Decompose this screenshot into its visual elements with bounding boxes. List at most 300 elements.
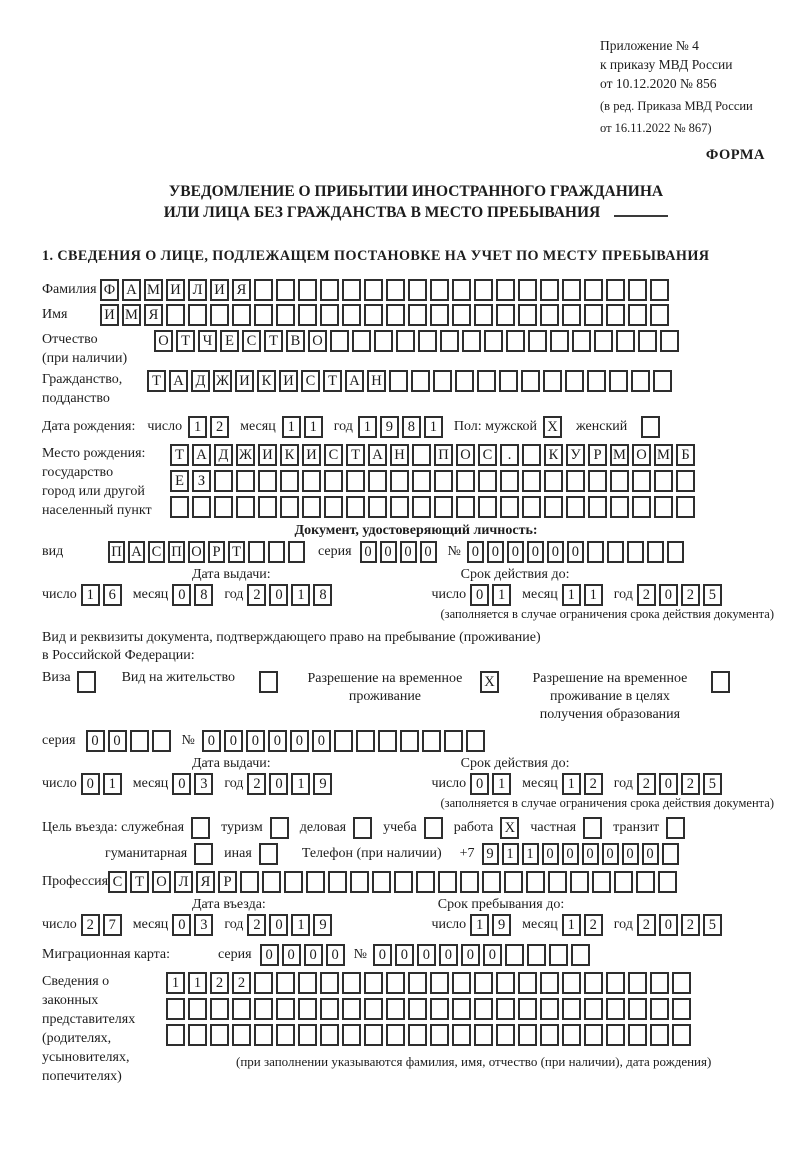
purpose-business-label: деловая: [299, 820, 347, 835]
char-cell: 0: [542, 843, 559, 865]
day-label: число: [431, 917, 467, 932]
char-cell: 0: [304, 944, 323, 966]
char-cell: 0: [81, 773, 100, 795]
char-cell: [342, 972, 361, 994]
char-cell: [210, 998, 229, 1020]
char-cell: 0: [395, 944, 414, 966]
char-cell: 2: [584, 914, 603, 936]
char-cell: [210, 304, 229, 326]
char-cell: [430, 972, 449, 994]
month-label: месяц: [522, 587, 558, 602]
char-cell: [452, 279, 471, 301]
char-cell: [408, 1024, 427, 1046]
char-cell: [566, 496, 585, 518]
char-cell: 9: [482, 843, 499, 865]
char-cell: [284, 871, 303, 893]
birth-place-label-line: государство: [42, 465, 114, 480]
char-cell: Ж: [213, 370, 232, 392]
char-cell: 0: [290, 730, 309, 752]
char-cell: [660, 330, 679, 352]
char-cell: [632, 496, 651, 518]
id-doc-series-cells: [360, 541, 440, 563]
char-cell: [456, 496, 475, 518]
purpose-humanitarian-label: гуманитарная: [105, 846, 188, 861]
char-cell: [628, 972, 647, 994]
purpose-official-label: Цель въезда: служебная: [42, 820, 185, 835]
char-cell: [504, 871, 523, 893]
char-cell: [302, 496, 321, 518]
section1-header: 1. СВЕДЕНИЯ О ЛИЦЕ, ПОДЛЕЖАЩЕМ ПОСТАНОВКЕ НА УЧЕТ ПО МЕСТУ ПРЕБЫВАНИЯ: [42, 248, 710, 264]
entry-day-cells: [81, 914, 125, 936]
char-cell: [258, 470, 277, 492]
char-cell: [418, 330, 437, 352]
char-cell: О: [308, 330, 327, 352]
char-cell: 2: [681, 914, 700, 936]
char-cell: [236, 496, 255, 518]
char-cell: [650, 972, 669, 994]
char-cell: Т: [147, 370, 166, 392]
char-cell: [232, 1024, 251, 1046]
char-cell: [412, 444, 431, 466]
month-label: месяц: [132, 776, 169, 791]
char-cell: [350, 871, 369, 893]
birth-day-cells: [188, 416, 232, 438]
char-cell: И: [166, 279, 185, 301]
char-cell: [607, 541, 624, 563]
char-cell: Т: [170, 444, 189, 466]
id-doc-kind-cells: [108, 541, 308, 563]
char-cell: [258, 496, 277, 518]
char-cell: [320, 279, 339, 301]
char-cell: [416, 871, 435, 893]
residence-issue-month-cells: [172, 773, 216, 795]
char-cell: [364, 304, 383, 326]
year-label: год: [613, 917, 633, 932]
char-cell: 0: [326, 944, 345, 966]
char-cell: [214, 496, 233, 518]
char-cell: [672, 972, 691, 994]
char-cell: Т: [346, 444, 365, 466]
residence-doc-types-row: [42, 670, 790, 724]
char-cell: 8: [313, 584, 332, 606]
char-cell: [452, 998, 471, 1020]
char-cell: [628, 304, 647, 326]
char-cell: [452, 304, 471, 326]
purpose-transit-label: транзит: [613, 820, 660, 835]
char-cell: 0: [360, 541, 377, 563]
char-cell: [522, 470, 541, 492]
char-cell: [587, 370, 606, 392]
char-cell: [408, 304, 427, 326]
char-cell: 0: [420, 541, 437, 563]
char-cell: Я: [196, 871, 215, 893]
char-cell: [527, 944, 546, 966]
birth-place-label-line: Место рождения:: [42, 446, 146, 461]
char-cell: [254, 972, 273, 994]
sex-female-label: женский: [576, 419, 628, 434]
char-cell: [276, 972, 295, 994]
char-cell: [320, 972, 339, 994]
appendix-line: к приказу МВД России: [600, 57, 733, 72]
issue-date-header: Дата выдачи:: [192, 567, 271, 582]
char-cell: [430, 279, 449, 301]
char-cell: 0: [400, 541, 417, 563]
char-cell: [588, 496, 607, 518]
char-cell: [460, 871, 479, 893]
char-cell: 0: [659, 584, 678, 606]
form-title: [42, 181, 790, 223]
migration-card-number-cells: [373, 944, 593, 966]
validity-note: (заполняется в случае ограничения срока действия документа): [440, 796, 774, 810]
char-cell: 2: [681, 584, 700, 606]
char-cell: А: [368, 444, 387, 466]
char-cell: 0: [108, 730, 127, 752]
char-cell: [636, 871, 655, 893]
entry-date-headers: [42, 897, 790, 913]
char-cell: [276, 279, 295, 301]
char-cell: 9: [492, 914, 511, 936]
char-cell: [394, 871, 413, 893]
purpose-study-label: учеба: [383, 820, 417, 835]
char-cell: [540, 1024, 559, 1046]
char-cell: 1: [584, 584, 603, 606]
char-cell: 0: [562, 843, 579, 865]
appendix-reference: [600, 36, 772, 137]
char-cell: 1: [522, 843, 539, 865]
char-cell: А: [122, 279, 141, 301]
char-cell: 2: [637, 773, 656, 795]
number-sign: №: [353, 947, 367, 962]
char-cell: К: [257, 370, 276, 392]
residence-doc-intro-line1: Вид и реквизиты документа, подтверждающего право на пребывание (проживание): [42, 630, 541, 645]
char-cell: 1: [166, 972, 185, 994]
char-cell: 1: [424, 416, 443, 438]
char-cell: 0: [269, 584, 288, 606]
char-cell: 0: [642, 843, 659, 865]
char-cell: З: [192, 470, 211, 492]
char-cell: [390, 496, 409, 518]
char-cell: 2: [584, 773, 603, 795]
char-cell: [346, 470, 365, 492]
purpose-private-checkbox: [583, 817, 602, 839]
char-cell: 1: [562, 773, 581, 795]
char-cell: [654, 496, 673, 518]
char-cell: Е: [220, 330, 239, 352]
char-cell: К: [280, 444, 299, 466]
char-cell: [526, 871, 545, 893]
char-cell: 2: [210, 972, 229, 994]
char-cell: 0: [487, 541, 504, 563]
char-cell: [549, 944, 568, 966]
char-cell: [587, 541, 604, 563]
char-cell: [496, 304, 515, 326]
number-sign: №: [447, 544, 461, 559]
char-cell: [192, 496, 211, 518]
series-label: серия: [218, 947, 252, 962]
citizenship-label-line: подданство: [42, 391, 110, 406]
char-cell: [320, 304, 339, 326]
char-cell: [518, 972, 537, 994]
char-cell: Ж: [236, 444, 255, 466]
char-cell: Т: [228, 541, 245, 563]
char-cell: 5: [703, 584, 722, 606]
year-label: год: [333, 419, 353, 434]
residence-series-cells: [86, 730, 174, 752]
phone-prefix: +7: [459, 846, 475, 861]
char-cell: К: [544, 444, 563, 466]
entry-date-group: [42, 914, 335, 936]
day-label: число: [431, 587, 467, 602]
char-cell: 3: [194, 773, 213, 795]
char-cell: [386, 998, 405, 1020]
char-cell: [594, 330, 613, 352]
stay-year-cells: [637, 914, 725, 936]
char-cell: [650, 1024, 669, 1046]
char-cell: 0: [567, 541, 584, 563]
birth-place-cells: [170, 444, 698, 518]
purpose-other-checkbox: [259, 843, 278, 865]
char-cell: Р: [208, 541, 225, 563]
char-cell: [650, 998, 669, 1020]
char-cell: [214, 470, 233, 492]
char-cell: Т: [176, 330, 195, 352]
stay-day-cells: [470, 914, 514, 936]
char-cell: 1: [492, 584, 511, 606]
sex-female-checkbox: [641, 416, 660, 438]
char-cell: [368, 470, 387, 492]
char-cell: [188, 304, 207, 326]
char-cell: 9: [313, 773, 332, 795]
char-cell: 0: [547, 541, 564, 563]
patronymic-label: [42, 330, 154, 368]
char-cell: [434, 470, 453, 492]
appendix-amendment-line: (в ред. Приказа МВД России: [600, 99, 753, 113]
char-cell: [268, 541, 285, 563]
char-cell: [298, 304, 317, 326]
char-cell: [372, 871, 391, 893]
id-issue-year-cells: [247, 584, 335, 606]
char-cell: А: [345, 370, 364, 392]
char-cell: И: [302, 444, 321, 466]
char-cell: Ч: [198, 330, 217, 352]
char-cell: 2: [637, 584, 656, 606]
char-cell: [298, 972, 317, 994]
representatives-row2-cells: [166, 998, 711, 1020]
char-cell: [628, 279, 647, 301]
char-cell: С: [478, 444, 497, 466]
char-cell: Д: [214, 444, 233, 466]
residence-valid-year-cells: [637, 773, 725, 795]
char-cell: [456, 470, 475, 492]
residence-issue-year-cells: [247, 773, 335, 795]
char-cell: [650, 279, 669, 301]
char-cell: [566, 470, 585, 492]
char-cell: [474, 304, 493, 326]
char-cell: У: [566, 444, 585, 466]
char-cell: [440, 330, 459, 352]
char-cell: [302, 470, 321, 492]
birth-place-row1-cells: [170, 444, 698, 466]
form-title-line1: УВЕДОМЛЕНИЕ О ПРИБЫТИИ ИНОСТРАННОГО ГРАЖДАНИНА: [168, 183, 664, 200]
surname-cells: [100, 279, 672, 301]
char-cell: [518, 279, 537, 301]
char-cell: [540, 998, 559, 1020]
valid-until-header: Срок действия до:: [460, 756, 570, 771]
char-cell: 0: [246, 730, 265, 752]
char-cell: [550, 330, 569, 352]
char-cell: С: [108, 871, 127, 893]
char-cell: [236, 470, 255, 492]
char-cell: [364, 998, 383, 1020]
char-cell: М: [654, 444, 673, 466]
citizenship-label-line: Гражданство,: [42, 372, 123, 387]
char-cell: [342, 1024, 361, 1046]
char-cell: 0: [373, 944, 392, 966]
id-valid-month-cells: [562, 584, 606, 606]
year-label: год: [224, 917, 244, 932]
char-cell: [482, 871, 501, 893]
char-cell: [610, 496, 629, 518]
char-cell: [606, 1024, 625, 1046]
stay-until-header: Срок пребывания до:: [437, 897, 565, 912]
char-cell: 1: [282, 416, 301, 438]
char-cell: 6: [103, 584, 122, 606]
sex-male-checkbox: X: [543, 416, 562, 438]
temp-residence-permit-label: Разрешение на временное проживание: [307, 671, 463, 704]
char-cell: [462, 330, 481, 352]
char-cell: 0: [282, 944, 301, 966]
char-cell: 0: [86, 730, 105, 752]
char-cell: [330, 330, 349, 352]
char-cell: 0: [260, 944, 279, 966]
year-label: год: [613, 776, 633, 791]
char-cell: [364, 279, 383, 301]
char-cell: 1: [562, 914, 581, 936]
char-cell: Я: [144, 304, 163, 326]
char-cell: [584, 998, 603, 1020]
char-cell: 0: [622, 843, 639, 865]
char-cell: [328, 871, 347, 893]
char-cell: С: [324, 444, 343, 466]
char-cell: [324, 496, 343, 518]
char-cell: Т: [323, 370, 342, 392]
char-cell: [288, 541, 305, 563]
char-cell: Р: [588, 444, 607, 466]
char-cell: 0: [582, 843, 599, 865]
char-cell: [632, 470, 651, 492]
char-cell: [452, 1024, 471, 1046]
char-cell: [584, 972, 603, 994]
char-cell: [188, 1024, 207, 1046]
char-cell: И: [279, 370, 298, 392]
char-cell: [342, 998, 361, 1020]
id-valid-until-group: [431, 584, 724, 606]
char-cell: 8: [194, 584, 213, 606]
char-cell: 2: [210, 416, 229, 438]
id-doc-date-headers: [42, 567, 790, 583]
birth-place-label: [42, 444, 170, 520]
purpose-work-checkbox: X: [500, 817, 519, 839]
residence-permit-checkbox: [259, 671, 278, 693]
migration-card-row: [42, 944, 790, 966]
birth-date-label: Дата рождения:: [42, 419, 136, 434]
issue-date-header: Дата выдачи:: [192, 756, 271, 771]
char-cell: [616, 330, 635, 352]
char-cell: [658, 871, 677, 893]
entry-month-cells: [172, 914, 216, 936]
year-label: год: [224, 776, 244, 791]
char-cell: [570, 871, 589, 893]
char-cell: [298, 1024, 317, 1046]
birth-month-cells: [282, 416, 326, 438]
char-cell: [474, 972, 493, 994]
char-cell: [484, 330, 503, 352]
birth-place-block: [42, 444, 790, 520]
phone-label: Телефон (при наличии): [301, 846, 442, 861]
char-cell: 1: [562, 584, 581, 606]
given-name-cells: [100, 304, 672, 326]
char-cell: [518, 998, 537, 1020]
char-cell: [500, 470, 519, 492]
char-cell: 0: [417, 944, 436, 966]
char-cell: Л: [174, 871, 193, 893]
char-cell: [306, 871, 325, 893]
day-label: число: [42, 587, 77, 602]
char-cell: 2: [247, 584, 266, 606]
char-cell: Л: [188, 279, 207, 301]
residence-valid-month-cells: [562, 773, 606, 795]
char-cell: [280, 496, 299, 518]
char-cell: Т: [264, 330, 283, 352]
char-cell: А: [192, 444, 211, 466]
stay-month-cells: [562, 914, 606, 936]
year-label: год: [224, 587, 244, 602]
char-cell: 0: [380, 541, 397, 563]
char-cell: [499, 370, 518, 392]
char-cell: [342, 304, 361, 326]
char-cell: 0: [470, 584, 489, 606]
char-cell: 2: [637, 914, 656, 936]
purpose-study-checkbox: [424, 817, 443, 839]
char-cell: [606, 304, 625, 326]
birth-place-label-line: населенный пункт: [42, 503, 152, 518]
id-issue-date-group: [42, 584, 335, 606]
profession-label: Профессия: [42, 874, 109, 889]
char-cell: [496, 972, 515, 994]
char-cell: Е: [170, 470, 189, 492]
char-cell: [411, 370, 430, 392]
representatives-row3-cells: [166, 1024, 711, 1046]
char-cell: [210, 1024, 229, 1046]
char-cell: [562, 279, 581, 301]
representatives-label-line: законных: [42, 993, 99, 1008]
char-cell: [386, 279, 405, 301]
char-cell: Т: [130, 871, 149, 893]
char-cell: 7: [103, 914, 122, 936]
stay-until-group: [431, 914, 724, 936]
char-cell: 1: [291, 914, 310, 936]
profession-row: [42, 871, 790, 893]
char-cell: [478, 496, 497, 518]
char-cell: 2: [247, 914, 266, 936]
patronymic-row: [42, 330, 790, 368]
char-cell: 2: [247, 773, 266, 795]
char-cell: [152, 730, 171, 752]
char-cell: [518, 304, 537, 326]
birth-place-row3-cells: [170, 496, 698, 518]
char-cell: [548, 871, 567, 893]
char-cell: И: [258, 444, 277, 466]
